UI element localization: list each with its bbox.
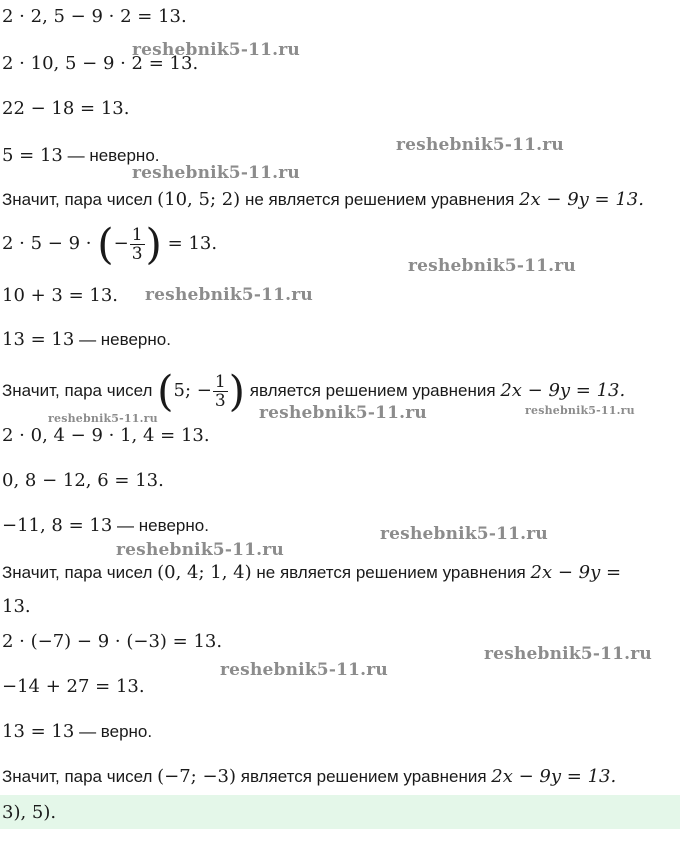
equation-line-2: 2 · 10, 5 − 9 · 2 = 13. bbox=[2, 53, 199, 74]
statement-text: является решением уравнения bbox=[245, 381, 501, 400]
fraction-numerator: 1 bbox=[131, 225, 143, 246]
number-pair: (−7; −3) bbox=[157, 766, 237, 787]
fraction-numerator: 1 bbox=[214, 372, 226, 393]
statement-line-1 bbox=[2, 189, 644, 211]
equation: 2x − 9y = 13. bbox=[500, 380, 626, 401]
equation-continuation: 13. bbox=[2, 596, 31, 617]
paren-open: ( bbox=[97, 219, 114, 269]
fraction bbox=[213, 373, 228, 410]
watermark: reshebnik5-11.ru bbox=[145, 285, 313, 305]
number-pair: (0, 4; 1, 4) bbox=[157, 562, 252, 583]
verdict-text: — неверно. bbox=[112, 516, 209, 535]
statement-text: Значит, пара чисел bbox=[2, 381, 158, 400]
watermark: reshebnik5-11.ru bbox=[48, 412, 158, 425]
statement-text: не является решением уравнения bbox=[251, 563, 531, 582]
verdict-text: — неверно. bbox=[62, 146, 160, 165]
watermark: reshebnik5-11.ru bbox=[525, 404, 635, 417]
minus-sign: − bbox=[113, 233, 129, 254]
watermark: reshebnik5-11.ru bbox=[484, 644, 652, 664]
fraction-denominator: 3 bbox=[131, 244, 143, 265]
statement-line-3 bbox=[2, 562, 621, 584]
verdict-text: — неверно. bbox=[74, 330, 171, 349]
conclusion-line-4 bbox=[2, 721, 152, 743]
equation-line-3: 22 − 18 = 13. bbox=[2, 98, 130, 119]
equation-line-11: 0, 8 − 12, 6 = 13. bbox=[2, 470, 164, 491]
statement-line-4 bbox=[2, 766, 616, 788]
paren-close: ) bbox=[228, 366, 246, 416]
statement-text: Значит, пара чисел bbox=[2, 767, 158, 786]
answer-text: 3), 5). bbox=[2, 802, 57, 823]
answer-bar bbox=[0, 795, 680, 829]
equation-math: 13 = 13 bbox=[2, 329, 75, 350]
watermark: reshebnik5-11.ru bbox=[259, 403, 427, 423]
conclusion-line-3 bbox=[2, 515, 209, 537]
watermark: reshebnik5-11.ru bbox=[408, 256, 576, 276]
equation: 2x − 9y = 13. bbox=[491, 766, 617, 787]
fraction-denominator: 3 bbox=[214, 391, 226, 412]
verdict-text: — верно. bbox=[74, 722, 153, 741]
statement-text: не является решением уравнения bbox=[240, 190, 520, 209]
conclusion-line-2 bbox=[2, 329, 171, 351]
watermark: reshebnik5-11.ru bbox=[132, 40, 300, 60]
watermark: reshebnik5-11.ru bbox=[220, 660, 388, 680]
equation-math: 13 = 13 bbox=[2, 721, 75, 742]
equation-line-10: 2 · 0, 4 − 9 · 1, 4 = 13. bbox=[2, 425, 210, 446]
statement-text: является решением уравнения bbox=[236, 767, 492, 786]
watermark: reshebnik5-11.ru bbox=[380, 524, 548, 544]
watermark: reshebnik5-11.ru bbox=[396, 135, 564, 155]
statement-text: Значит, пара чисел bbox=[2, 190, 158, 209]
equation-math: 5 = 13 bbox=[2, 145, 63, 166]
number-pair: (10, 5; 2) bbox=[157, 189, 241, 210]
statement-text: Значит, пара чисел bbox=[2, 563, 158, 582]
equation-line-fraction-1 bbox=[2, 219, 218, 269]
watermark: reshebnik5-11.ru bbox=[132, 163, 300, 183]
watermark: reshebnik5-11.ru bbox=[116, 540, 284, 560]
paren-close: ) bbox=[145, 219, 162, 269]
equation-part: 2 · 5 − 9 · bbox=[2, 233, 98, 254]
equation-part: = 13. bbox=[161, 233, 218, 254]
pair-first: 5; − bbox=[173, 380, 212, 401]
equation-line-16: −14 + 27 = 13. bbox=[2, 676, 145, 697]
paren-open: ( bbox=[157, 366, 174, 416]
equation-line-7: 10 + 3 = 13. bbox=[2, 285, 119, 306]
equation-line-1: 2 · 2, 5 − 9 · 2 = 13. bbox=[2, 6, 187, 27]
equation: 2x − 9y = bbox=[530, 562, 622, 583]
fraction bbox=[130, 226, 145, 263]
equation-line-15: 2 · (−7) − 9 · (−3) = 13. bbox=[2, 631, 223, 652]
equation: 2x − 9y = 13. bbox=[519, 189, 644, 210]
equation-math: −11, 8 = 13 bbox=[2, 515, 113, 536]
